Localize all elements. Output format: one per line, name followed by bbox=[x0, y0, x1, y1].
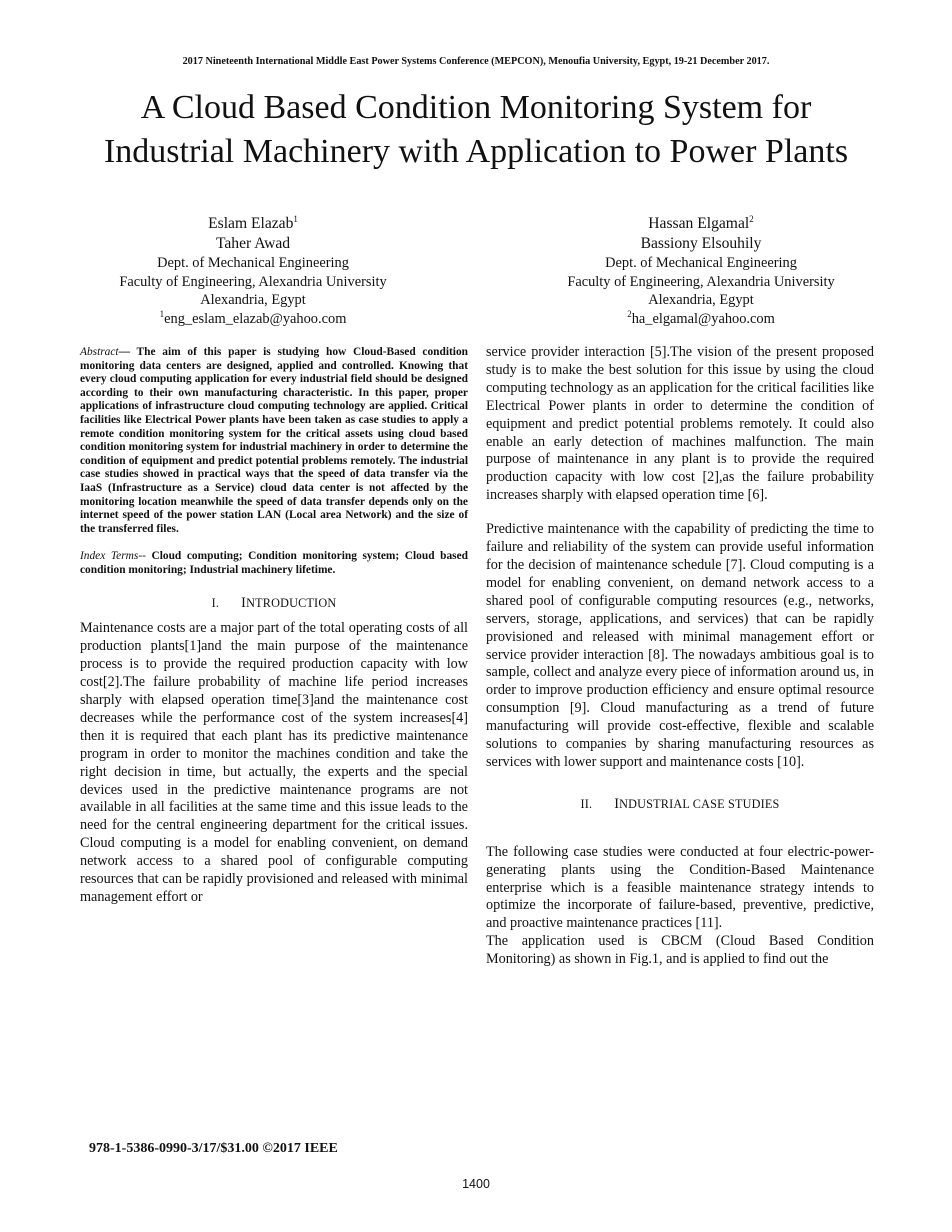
author-2-location: Alexandria, Egypt bbox=[648, 292, 754, 308]
author-1-name: Eslam Elazab bbox=[208, 215, 294, 232]
section-1-title-rest: NTRODUCTION bbox=[246, 595, 337, 610]
section-1-title-initial: I bbox=[241, 594, 247, 611]
copyright-footer: 978-1-5386-0990-3/17/$31.00 ©2017 IEEE bbox=[89, 1141, 338, 1156]
index-terms-label: Index Terms-- bbox=[80, 550, 146, 563]
author-2-email: ha_elgamal@yahoo.com bbox=[631, 310, 775, 327]
right-column bbox=[486, 344, 874, 969]
section-1-number: I. bbox=[211, 595, 220, 610]
author-2-faculty: Faculty of Engineering, Alexandria University bbox=[567, 273, 835, 290]
author-1-email-sup: 1 bbox=[159, 308, 165, 319]
author-2-coauthor: Bassiony Elsouhily bbox=[640, 235, 762, 252]
index-terms-text: Cloud computing; Condition monitoring system; Cloud based condition monitoring; Industrial machinery lifetime. bbox=[80, 550, 468, 576]
abstract bbox=[80, 346, 468, 536]
title-line-1: A Cloud Based Condition Monitoring System for bbox=[140, 89, 812, 126]
paper-title bbox=[20, 86, 932, 174]
author-1-email: eng_eslam_elazab@yahoo.com bbox=[164, 310, 347, 327]
section-2-heading bbox=[486, 796, 874, 814]
abstract-dash: — bbox=[118, 346, 137, 358]
left-column bbox=[80, 344, 468, 907]
author-2-dept: Dept. of Mechanical Engineering bbox=[605, 255, 797, 271]
author-1-location: Alexandria, Egypt bbox=[200, 292, 306, 308]
section-1-paragraph: Maintenance costs are a major part of the total operating costs of all production plants[1]and the main purpose of the maintenance process is to provide the required production capacity with low cost[2].The failure probability of machine life period increases sharply with elapsed operation time[3]and the maintenance cost decreases while the performance cost of the system increases[4] then it is required that each plant has its predictive maintenance program in order to monitor the machines condition and take the right decision in time, but actually, the experts and the special devices used in the predictive maintenance programs are not available in all facilities at the same time and this issue leads to the need for the central engineering department for the critical issues. Cloud computing is a model for enabling convenient, on demand network access to a shared pool of configurable computing resources that can be rapidly provisioned and released with minimal management effort or bbox=[80, 620, 468, 905]
author-2-sup: 2 bbox=[749, 213, 754, 224]
section-2-title-initial: I bbox=[614, 795, 620, 812]
author-2-email-line bbox=[486, 310, 916, 329]
abstract-label: Abstract bbox=[80, 346, 119, 358]
right-paragraph-2: Predictive maintenance with the capability of predicting the time to failure and reliability of the system can provide useful information for the decision of maintenance schedule [7]. Cloud computing is a model for enabling convenient, on demand network access to a shared pool of configurable computing resources (e.g., networks, servers, storage, applications, and services) that can be rapidly provisioned and released with minimal management effort or service provider interaction [8]. The nowadays ambitious goal is to sample, collect and analyze every piece of information around us, in order to improve production efficiency and ensure optimal resource consumption [9]. Cloud manufacturing as a trend of future manufacturing will provide cost-effective, flexible and scalable solutions to companies by sharing manufacturing resources as services with lower support and maintenance costs [10]. bbox=[486, 521, 874, 770]
right-paragraph-3: The following case studies were conducted at four electric-power-generating plants using the Condition-Based Maintenance enterprise which is a feasible maintenance strategy intends to optimize the incorporate of failure-based, preventive, predictive, and proactive maintenance practices [11]. bbox=[486, 843, 874, 932]
author-block-2 bbox=[486, 214, 916, 328]
author-1-dept: Dept. of Mechanical Engineering bbox=[157, 255, 349, 271]
section-2-number: II. bbox=[580, 796, 593, 811]
author-2-name: Hassan Elgamal bbox=[648, 215, 750, 232]
author-1-sup: 1 bbox=[293, 213, 298, 224]
author-2-email-sup: 2 bbox=[627, 308, 632, 319]
author-1-coauthor: Taher Awad bbox=[215, 235, 291, 252]
section-2-title-rest: NDUSTRIAL CASE STUDIES bbox=[619, 796, 780, 811]
author-2-line-1 bbox=[486, 214, 916, 234]
index-terms bbox=[80, 550, 468, 577]
conference-header: 2017 Nineteenth International Middle East Power Systems Conference (MEPCON), Menoufia University, Egypt, 19-21 December 2017. bbox=[182, 56, 770, 67]
author-1-faculty: Faculty of Engineering, Alexandria University bbox=[119, 273, 387, 290]
title-line-2: Industrial Machinery with Application to Power Plants bbox=[103, 133, 849, 170]
abstract-text: The aim of this paper is studying how Cloud-Based condition monitoring data centers are designed, applied and controlled. Knowing that every cloud computing application for every industrial field should be designed according to their own manufacturing characteristic. In this paper, proper applications of infrastructure cloud computing technology are applied. Critical facilities like Electrical Power plants have been taken as case studies to apply a remote condition monitoring system for the critical assets using cloud based condition monitoring system for industrial machinery in order to determine the condition of equipment and predict potential problems remotely. The industrial case studies showed in practical ways that the speed of data transfer via the IaaS (Infrastructure as a Service) cloud data center is not affected by the monitoring location meanwhile the speed of data transfer depends only on the internet speed of the power station LAN (Local area Network) and the size of the transferred files. bbox=[80, 346, 468, 535]
author-1-line-1 bbox=[38, 214, 468, 234]
page-number: 1400 bbox=[462, 1177, 490, 1191]
author-block-1 bbox=[38, 214, 468, 328]
right-paragraph-1: service provider interaction [5].The vision of the present proposed study is to make the best solution for this issue by using the cloud computing technology as an application for the critical facilities like Electrical Power plants in order to determine the condition of equipment and predict potential problems remotely. It could also enable an early detection of machines malfunction. The main purpose of maintenance in any plant is to provide the required production capacity with low cost [2],as the failure probability increases sharply with elapsed operation time [6]. bbox=[486, 344, 874, 504]
right-paragraph-4: The application used is CBCM (Cloud Based Condition Monitoring) as shown in Fig.1, and is applied to find out the bbox=[486, 933, 874, 968]
author-1-email-line bbox=[38, 310, 468, 329]
section-1-heading bbox=[80, 595, 468, 613]
